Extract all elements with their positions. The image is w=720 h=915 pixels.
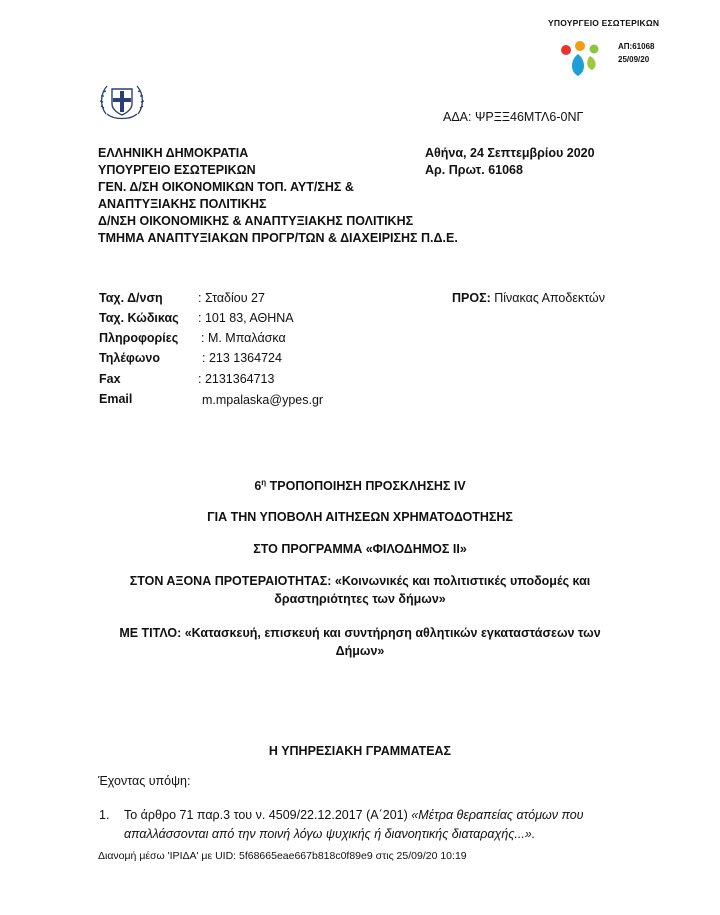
title-line-5b: Δήμων» (335, 644, 385, 658)
title-line-2: ΓΙΑ ΤΗΝ ΥΠΟΒΟΛΗ ΑΙΤΗΣΕΩΝ ΧΡΗΜΑΤΟΔΟΤΗΣΗΣ (207, 510, 513, 524)
title-line-4a: ΣΤΟΝ ΑΞΟΝΑ ΠΡΟΤΕΡΑΙΟΤΗΤΑΣ: «Κοινωνικές και πολιτιστικές υποδομές και (129, 574, 591, 588)
distribution-footer: Διανομή μέσω 'ΙΡΙΔΑ' με UID: 5f68665eae667b818c0f89e9 στις 25/09/20 10:19 (98, 850, 467, 862)
stamp-protocol: ΑΠ:61068 (618, 42, 655, 51)
phone-value: : 213 1364724 (202, 351, 282, 365)
item-1-number: 1. (99, 808, 110, 822)
item-1-line-1 (124, 808, 584, 822)
header-line-1: ΕΛΛΗΝΙΚΗ ΔΗΜΟΚΡΑΤΙΑ (98, 146, 249, 160)
fax-value: : 2131364713 (198, 372, 275, 386)
title-superscript: η (261, 478, 267, 487)
address-value: : Σταδίου 27 (198, 291, 265, 305)
info-label: Πληροφορίες (99, 331, 179, 345)
intro-text: Έχοντας υπόψη: (98, 774, 191, 788)
hellenic-emblem-icon (98, 80, 146, 124)
postcode-value: : 101 83, ΑΘΗΝΑ (198, 311, 294, 325)
header-line-6: ΤΜΗΜΑ ΑΝΑΠΤΥΞΙΑΚΩΝ ΠΡΟΓΡ/ΤΩΝ & ΔΙΑΧΕΙΡΙΣΗΣ Π.Δ.Ε. (98, 231, 458, 245)
item-1-prefix: Το άρθρο 71 παρ.3 του ν. 4509/22.12.2017 (Α΄201) (124, 808, 412, 822)
header-line-2: ΥΠΟΥΡΓΕΙΟ ΕΣΩΤΕΡΙΚΩΝ (98, 163, 256, 177)
ministry-logo-icon (556, 40, 606, 80)
address-label: Ταχ. Δ/νση (99, 291, 163, 305)
info-value: : Μ. Μπαλάσκα (201, 331, 286, 345)
signatory-heading: Η ΥΠΗΡΕΣΙΑΚΗ ΓΡΑΜΜΑΤΕΑΣ (268, 744, 452, 758)
header-line-3: ΓΕΝ. Δ/ΣΗ ΟΙΚΟΝΟΜΙΚΩΝ ΤΟΠ. ΑΥΤ/ΣΗΣ & (98, 180, 354, 194)
protocol-number: Αρ. Πρωτ. 61068 (425, 163, 523, 177)
title-line-4b: δραστηριότητες των δήμων» (274, 592, 446, 606)
recipient-label: ΠΡΟΣ: (452, 291, 491, 305)
title-line-1-text: ΤΡΟΠΟΠΟΙΗΣΗ ΠΡΟΣΚΛΗΣΗΣ IV (266, 479, 466, 494)
header-line-5: Δ/ΝΣΗ ΟΙΚΟΝΟΜΙΚΗΣ & ΑΝΑΠΤΥΞΙΑΚΗΣ ΠΟΛΙΤΙΚΗΣ (98, 214, 414, 228)
item-1-italic: «Μέτρα θεραπείας ατόμων που (411, 808, 584, 822)
title-line-3: ΣΤΟ ΠΡΟΓΡΑΜΜΑ «ΦΙΛΟΔΗΜΟΣ ΙΙ» (253, 542, 467, 556)
title-line-5a: ΜΕ ΤΙΤΛΟ: «Κατασκευή, επισκευή και συντήρηση αθλητικών εγκαταστάσεων των (119, 626, 601, 640)
recipient-value: Πίνακας Αποδεκτών (490, 291, 605, 305)
recipient (452, 291, 605, 305)
fax-label: Fax (99, 372, 121, 386)
title-line-1 (0, 478, 720, 493)
place-date: Αθήνα, 24 Σεπτεμβρίου 2020 (425, 146, 595, 160)
stamp-date: 25/09/20 (618, 55, 650, 64)
ada-code: ΑΔΑ: ΨΡΞΞ46ΜΤΛ6-0ΝΓ (443, 110, 584, 124)
header-line-4: ΑΝΑΠΤΥΞΙΑΚΗΣ ΠΟΛΙΤΙΚΗΣ (98, 197, 267, 211)
item-1-line-2: απαλλάσσονται από την ποινή λόγω ψυχικής ή διανοητικής διαταραχής...». (124, 827, 536, 841)
email-value: m.mpalaska@ypes.gr (202, 393, 324, 407)
title-number: 6 (254, 479, 262, 494)
postcode-label: Ταχ. Κώδικας (99, 311, 179, 325)
phone-label: Τηλέφωνο (99, 351, 161, 365)
stamp-title: ΥΠΟΥΡΓΕΙΟ ΕΣΩΤΕΡΙΚΩΝ (548, 18, 660, 28)
email-label: Email (99, 392, 133, 406)
